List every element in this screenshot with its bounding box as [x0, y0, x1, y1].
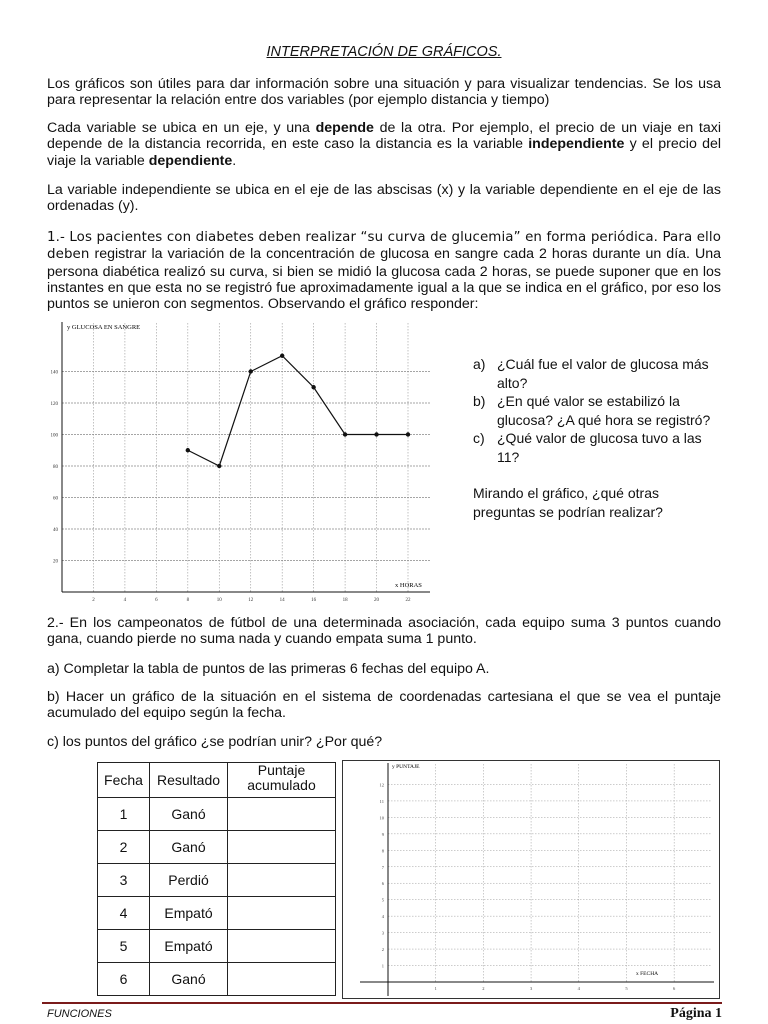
glucose-x-tick-label: 16	[311, 598, 317, 603]
glucose-axes	[62, 322, 430, 592]
exercise-2-item-c: c) los puntos del gráfico ¿se podrían unir? ¿Por qué?	[47, 734, 383, 750]
points-x-tick-label: 1	[434, 986, 437, 991]
points-y-tick-label: 7	[381, 864, 384, 870]
intro-paragraph-3: La variable independiente se ubica en el eje de las abscisas (x) y la variable dependiente en el eje de las ordenadas (y).	[47, 182, 721, 215]
page-title: INTERPRETACIÓN DE GRÁFICOS.	[266, 44, 502, 60]
p2-bold-independiente: independiente	[528, 136, 625, 153]
points-y-axis-label: y PUNTAJE	[392, 764, 420, 770]
points-y-tick-label: 12	[379, 782, 384, 788]
exercise-2-text: 2.- En los campeonatos de fútbol de una determinada asociación, cada equipo suma 3 puntos cuando gana, cuando pierde no suma nada y cuando empata suma 1 punto.	[47, 615, 721, 648]
question-a	[473, 355, 723, 392]
points-y-tick-label: 2	[381, 947, 384, 953]
header-fecha: Fecha	[98, 763, 150, 798]
table-row	[98, 864, 336, 897]
question-letter: b)	[473, 393, 486, 409]
points-y-tick-label: 9	[381, 831, 384, 837]
cell-resultado: Empató	[150, 930, 228, 963]
points-chart	[342, 760, 720, 1000]
points-y-tick-label: 6	[381, 881, 384, 887]
p2-text-c: de la otra. Por ejemplo, el precio de un viaje en taxi depende de la distancia recorrida, en este caso la distancia es la variable	[47, 120, 722, 153]
points-x-tick-label: 2	[482, 986, 485, 991]
glucose-x-tick-label: 10	[216, 598, 222, 603]
cell-resultado: Ganó	[150, 831, 228, 864]
glucose-y-tick-label: 140	[50, 370, 58, 376]
exercise-2-item-b: b) Hacer un gráfico de la situación en el sistema de coordenadas cartesiana el que se vea el puntaje acumulado del equipo según la fecha.	[47, 689, 721, 722]
footer-page-number: Página 1	[670, 1006, 722, 1021]
glucose-x-tick-label: 20	[374, 598, 380, 603]
cell-fecha: 4	[98, 897, 150, 930]
glucose-y-axis-label: y GLUCOSA EN SANGRE	[67, 324, 141, 331]
points-y-tick-label: 10	[379, 815, 384, 821]
glucose-data-point	[217, 464, 221, 468]
question-letter: c)	[473, 430, 485, 446]
glucose-y-tick-label: 100	[50, 433, 58, 439]
glucose-x-ticks	[92, 598, 411, 603]
table-row	[98, 930, 336, 963]
glucose-x-tick-label: 22	[405, 598, 411, 603]
glucose-y-tick-label: 20	[53, 559, 58, 565]
table-row	[98, 897, 336, 930]
glucose-x-tick-label: 2	[92, 598, 95, 603]
cell-fecha: 1	[98, 798, 150, 831]
glucose-y-tick-label: 60	[53, 496, 58, 502]
points-table	[97, 762, 336, 996]
table-header-row	[98, 763, 336, 798]
cell-fecha: 2	[98, 831, 150, 864]
question-b	[473, 392, 723, 429]
glucose-y-tick-label: 120	[50, 402, 58, 407]
p2-text-a: Cada variable se ubica en un eje, y una	[47, 120, 316, 136]
points-x-tick-label: 6	[673, 986, 676, 991]
p2-text-g: .	[232, 152, 237, 169]
glucose-x-tick-label: 12	[248, 598, 254, 603]
cell-puntaje[interactable]	[228, 798, 336, 831]
cell-puntaje[interactable]	[228, 831, 336, 864]
glucose-data-point	[343, 432, 347, 436]
glucose-data-point	[280, 354, 284, 358]
extra-question: Mirando el gráfico, ¿qué otras preguntas se podrían realizar?	[473, 485, 663, 520]
points-y-tick-label: 3	[381, 930, 384, 936]
p2-bold-depende: depende	[315, 120, 374, 136]
glucose-x-axis-label: x HORAS	[395, 582, 422, 589]
footer-divider	[42, 1002, 722, 1004]
question-c	[473, 429, 723, 466]
points-axes	[360, 763, 714, 996]
cell-resultado: Perdió	[150, 864, 228, 897]
question-letter: a)	[473, 356, 486, 372]
glucose-x-tick-label: 14	[279, 598, 285, 603]
exercise-1-questions	[473, 355, 723, 521]
question-text: ¿En qué valor se estabilizó la glucosa? ¿A qué hora se registró?	[497, 393, 711, 428]
points-y-tick-label: 11	[379, 798, 384, 804]
cell-fecha: 3	[98, 864, 150, 897]
p2-text-e: y el precio del viaje la variable	[47, 136, 722, 169]
glucose-data-point	[311, 385, 315, 389]
exercise-1-rest: registrar la variación de la concentración de glucosa en sangre cada 2 horas durante un día. Una persona diabética realizó su curva, si bien se midió la glucosa cada 2 horas, se puede suponer que en los instantes en que esta no se registró fue aproximadamente igual a la que se indica en el gráfico, por eso los puntos se unieron con segmentos. Observando el gráfico responder:	[47, 246, 721, 313]
points-y-tick-label: 8	[381, 848, 384, 854]
intro-paragraph-1: Los gráficos son útiles para dar información sobre una situación y para visualizar tendencias. Se los usa para representar la relación entre dos variables (por ejemplo distancia y tiempo)	[47, 76, 721, 109]
glucose-data-point	[249, 369, 253, 373]
glucose-x-tick-label: 6	[155, 598, 158, 603]
cell-resultado: Ganó	[150, 798, 228, 831]
glucose-series-line	[188, 356, 408, 466]
points-x-ticks	[435, 986, 676, 991]
exercise-1-lead: 1.- Los pacientes con diabetes deben realizar “su curva de glucemia” en forma periódica. Para ello deben	[47, 230, 721, 263]
points-x-tick-label: 3	[529, 986, 533, 991]
points-y-tick-label: 1	[381, 963, 384, 969]
p2-bold-dependiente: dependiente	[148, 152, 233, 169]
glucose-chart	[38, 318, 438, 608]
header-puntaje: Puntaje acumulado	[228, 763, 336, 798]
cell-puntaje[interactable]	[228, 930, 336, 963]
glucose-data-point	[406, 432, 410, 436]
question-text: ¿Cuál fue el valor de glucosa más alto?	[497, 356, 709, 391]
question-text: ¿Qué valor de glucosa tuvo a las 11?	[497, 430, 702, 465]
cell-puntaje[interactable]	[228, 864, 336, 897]
glucose-x-tick-label: 8	[186, 598, 190, 603]
points-y-ticks	[380, 782, 385, 968]
intro-paragraph-2	[47, 120, 721, 169]
cell-resultado: Empató	[150, 897, 228, 930]
exercise-2-item-a: a) Completar la tabla de puntos de las primeras 6 fechas del equipo A.	[47, 661, 490, 677]
glucose-y-ticks	[51, 371, 59, 565]
points-y-tick-label: 5	[381, 897, 384, 903]
points-grid	[388, 764, 712, 982]
glucose-data-point	[186, 448, 190, 452]
cell-fecha: 6	[98, 963, 150, 996]
glucose-x-tick-label: 18	[342, 598, 348, 603]
table-row	[98, 798, 336, 831]
cell-fecha: 5	[98, 930, 150, 963]
points-y-tick-label: 4	[381, 914, 384, 920]
header-resultado: Resultado	[150, 763, 228, 798]
footer-section-name: FUNCIONES	[47, 1008, 112, 1020]
glucose-grid	[62, 323, 430, 592]
table-row	[98, 831, 336, 864]
exercise-1-text	[47, 229, 721, 312]
glucose-y-tick-label: 40	[53, 528, 58, 533]
cell-resultado: Ganó	[150, 963, 228, 996]
glucose-data-point	[374, 432, 378, 436]
cell-puntaje[interactable]	[228, 897, 336, 930]
points-x-tick-label: 5	[625, 986, 628, 991]
cell-puntaje[interactable]	[228, 963, 336, 996]
table-row	[98, 963, 336, 996]
points-x-tick-label: 4	[577, 986, 580, 991]
points-x-axis-label: x FECHA	[636, 971, 659, 977]
glucose-y-tick-label: 80	[53, 465, 58, 470]
glucose-x-tick-label: 4	[123, 598, 127, 603]
